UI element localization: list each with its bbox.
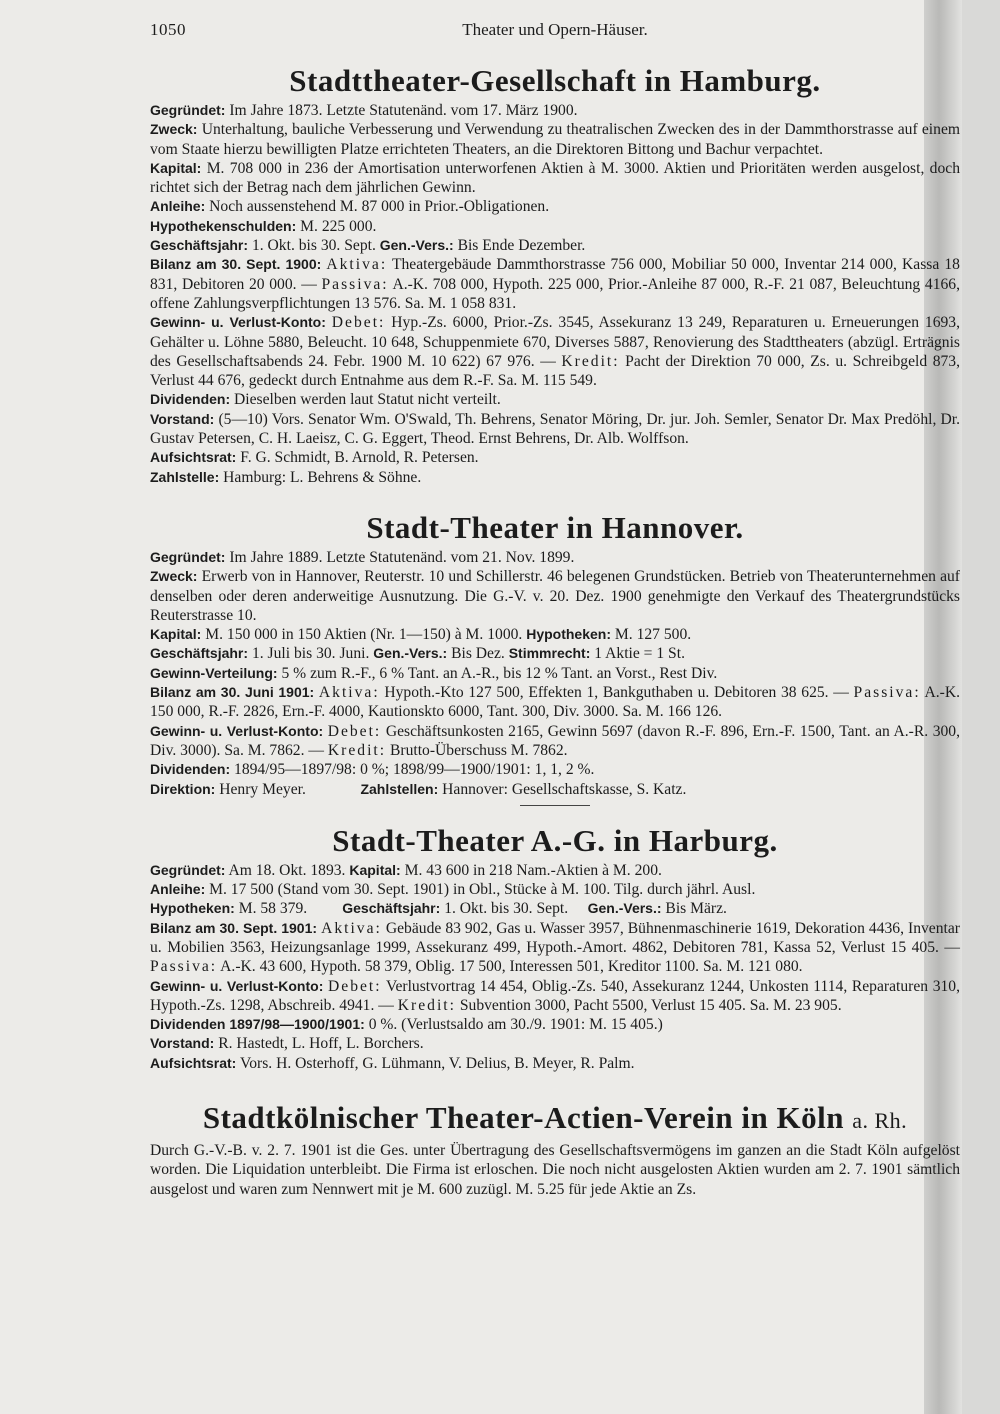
debet-label: Debet: <box>331 314 386 332</box>
entry-text: R. Hastedt, L. Hoff, L. Borchers. <box>218 1035 424 1053</box>
entry-label-secondary: Gen.-Vers.: <box>379 237 454 254</box>
entry-hypotheken <box>150 899 960 918</box>
entry-kapital <box>150 625 960 644</box>
entry-zahlstelle <box>150 468 960 487</box>
entry-text: 0 %. (Verlustsaldo am 30./9. 1901: M. 15 405.) <box>368 1016 663 1034</box>
entry-label: Bilanz am 30. Juni 1901: <box>150 684 315 701</box>
entry-text: Im Jahre 1873. Letzte Statutenänd. vom 17. März 1900. <box>229 102 578 119</box>
kredit-label: Kredit: <box>561 352 620 370</box>
entry-text: Theatergebäude Dammthorstrasse 756 000, Mobiliar 50 000, Inventar 214 000, Kassa 18 831, Debitoren 20 000. — <box>150 256 960 293</box>
entry-text-secondary: M. 43 600 in 218 Nam.-Aktien à M. 200. <box>404 861 662 879</box>
entry-zweck <box>150 567 960 625</box>
entry-anleihe <box>150 880 960 899</box>
entry-text: F. G. Schmidt, B. Arnold, R. Petersen. <box>240 449 479 467</box>
entry-label: Kapital: <box>150 626 202 643</box>
entry-label-secondary: Gen.-Vers.: <box>373 645 448 662</box>
entry-gewinn-verteilung <box>150 664 960 683</box>
entry-text-secondary: Pacht der Direktion 70 000, Zs. u. Schreibgeld 873, Verlust 44 676, gedeckt durch Entnahme aus dem R.-F. Sa. M. 115 549. <box>150 352 960 390</box>
entry-label: Aufsichtsrat: <box>150 449 237 466</box>
entry-label: Bilanz am 30. Sept. 1901: <box>150 919 318 936</box>
entry-text: Hypoth.-Kto 127 500, Effekten 1, Bankguthaben u. Debitoren 38 625. — <box>384 684 849 702</box>
entry-label: Anleihe: <box>150 881 206 898</box>
debet-label: Debet: <box>328 977 382 995</box>
kredit-label: Kredit: <box>327 741 387 759</box>
entry-label: Dividenden 1897/98—1900/1901: <box>150 1016 365 1033</box>
entry-text: Hyp.-Zs. 6000, Prior.-Zs. 3545, Assekuranz 13 249, Reparaturen u. Erneuerungen 1693, Gehälter u. Löhne 5880, Beleucht. 10 648, Schuppenmiete 670, Diverses 5887, Renovierung des Stadttheaters (abzügl. Erträgnis des Gesellschaftsabends 24. Febr. 1900 M. 10 622) 67 976. — <box>150 314 960 370</box>
entry-label-tertiary: Gen.-Vers.: <box>587 900 662 917</box>
entry-aufsichtsrat <box>150 1054 960 1073</box>
entry-label: Vorstand: <box>150 1035 215 1052</box>
entry-text: Hamburg: L. Behrens & Söhne. <box>223 468 422 486</box>
entry-label: Gegründet: <box>150 861 226 878</box>
entry-dividenden <box>150 1015 960 1034</box>
entry-text: M. 58 379. <box>238 900 308 918</box>
entry-text: Erwerb von in Hannover, Reuterstr. 10 und Schillerstr. 46 belegenen Grundstücken. Betrieb von Theaterunternehmen auf denselben oder deren anderweitige Ausnutzung. Die G.-V. v. 20. Dez. 1900 genehmigte den Verkauf des Theatergrundstücks Reuterstrasse 10. <box>150 568 961 624</box>
section-title-hannover: Stadt-Theater in Hannover. <box>366 509 744 545</box>
entry-label: Gewinn- u. Verlust-Konto: <box>150 722 324 739</box>
entry-gewinn-verlust <box>150 977 960 1016</box>
entry-text: Dieselben werden laut Statut nicht verteilt. <box>234 391 501 409</box>
entry-text: Vors. H. Osterhoff, G. Lühmann, V. Delius, B. Meyer, R. Palm. <box>239 1054 635 1072</box>
entry-aufsichtsrat <box>150 448 960 467</box>
entry-text: Gebäude 83 902, Gas u. Wasser 3957, Bühnenmaschinerie 1619, Dekoration 4436, Inventar u. Mobilien 3563, Heizungsanlage 1999, Assekuranz 499, Hypoth.-Amort. 4862, Debitoren 781, Kassa 52, Verlust 15 405. — <box>150 919 960 956</box>
entry-zweck <box>150 120 960 159</box>
passiva-label: Passiva: <box>150 958 218 976</box>
entry-label: Gegründet: <box>150 102 226 118</box>
entry-label: Direktion: <box>150 780 216 797</box>
entry-label: Vorstand: <box>150 410 215 427</box>
entry-bilanz <box>150 919 960 977</box>
entry-label-tertiary: Stimmrecht: <box>508 645 591 662</box>
page-number: 1050 <box>150 20 186 39</box>
aktiva-label: Aktiva: <box>321 919 382 937</box>
entry-vorstand <box>150 1034 960 1053</box>
entry-text: 5 % zum R.-F., 6 % Tant. an A.-R., bis 12 % Tant. an Vorst., Rest Div. <box>281 664 718 682</box>
entry-text: M. 225 000. <box>300 217 377 235</box>
entry-label: Hypothekenschulden: <box>150 217 297 234</box>
entry-text-secondary: Brutto-Überschuss M. 7862. <box>389 741 568 759</box>
entry-kapital <box>150 159 960 198</box>
entry-label-secondary: Hypotheken: <box>526 626 612 643</box>
entry-text-secondary: Bis Dez. <box>451 645 505 663</box>
entry-text-tertiary: Bis März. <box>665 900 727 918</box>
page-header <box>150 20 960 44</box>
aktiva-label: Aktiva: <box>326 256 388 274</box>
entry-gewinn-verlust <box>150 722 960 761</box>
entry-text-secondary: A.-K. 708 000, Hypoth. 225 000, Prior.-Anleihe 87 000, R.-F. 21 087, Beleuchtung 4166, offene Zahlungsverpflichtungen 13 576. Sa. M. 1 058 831. <box>150 275 960 312</box>
entry-text: Henry Meyer. <box>219 780 306 798</box>
entry-vorstand <box>150 410 960 449</box>
entry-label: Kapital: <box>150 159 202 176</box>
entry-text: Verlustvortrag 14 454, Oblig.-Zs. 540, Assekuranz 1244, Unkosten 1114, Reparaturen 310, Hypoth.-Zs. 1298, Abschreib. 4941. — <box>150 977 960 1014</box>
section-title-suffix: a. Rh. <box>852 1108 908 1134</box>
entry-label: Gewinn- u. Verlust-Konto: <box>150 977 324 994</box>
entry-label-secondary: Geschäftsjahr: <box>342 900 441 917</box>
entry-text-secondary: Bis Ende Dezember. <box>457 237 586 255</box>
entry-label: Zweck: <box>150 121 198 138</box>
entry-gegruendet <box>150 861 960 880</box>
entry-label: Bilanz am 30. Sept. 1900: <box>150 256 322 273</box>
entry-label: Zweck: <box>150 568 198 585</box>
entry-label-secondary: Zahlstellen: <box>360 780 439 797</box>
entry-gewinn-verlust <box>150 313 960 390</box>
entry-label: Geschäftsjahr: <box>150 237 249 254</box>
entry-label: Gewinn- u. Verlust-Konto: <box>150 314 326 331</box>
entry-label: Hypotheken: <box>150 900 235 917</box>
entry-label: Dividenden: <box>150 761 231 778</box>
passiva-label: Passiva: <box>321 275 389 293</box>
entry-label: Gewinn-Verteilung: <box>150 664 278 681</box>
entry-gegruendet <box>150 101 960 120</box>
kredit-label: Kredit: <box>397 996 456 1014</box>
entry-direktion <box>150 780 960 799</box>
entry-text: M. 150 000 in 150 Aktien (Nr. 1—150) à M. 1000. <box>205 626 523 644</box>
entry-label: Aufsichtsrat: <box>150 1054 237 1071</box>
entry-text: Im Jahre 1889. Letzte Statutenänd. vom 21. Nov. 1899. <box>229 548 575 566</box>
entry-dividenden <box>150 760 960 779</box>
entry-text: M. 708 000 in 236 der Amortisation unterworfenen Aktien à M. 3000. Aktien und Prioritäten werden ausgelost, doch richtet sich der Betrag nach dem jährlichen Gewinn. <box>150 159 960 197</box>
page-content <box>150 62 960 1199</box>
section-title-koeln <box>150 1099 960 1140</box>
entry-hypothekenschulden <box>150 217 960 236</box>
entry-geschaeftsjahr <box>150 236 960 255</box>
entry-bilanz <box>150 683 960 722</box>
entry-text: (5—10) Vors. Senator Wm. O'Swald, Th. Behrens, Senator Möring, Dr. jur. Joh. Semler, Senator Dr. Max Predöhl, Dr. Gustav Petersen, C. H. Laeisz, C. G. Eggert, Theod. Ernst Behrens, Dr. Alb. Wolffson. <box>150 410 960 448</box>
entry-dividenden <box>150 390 960 409</box>
entry-anleihe <box>150 197 960 216</box>
entry-text: Noch aussenstehend M. 87 000 in Prior.-Obligationen. <box>209 198 550 216</box>
entry-text-secondary: Hannover: Gesellschaftskasse, S. Katz. <box>442 780 687 798</box>
entry-text: 1894/95—1897/98: 0 %; 1898/99—1900/1901: 1, 1, 2 %. <box>234 761 595 779</box>
entry-label: Zahlstelle: <box>150 468 220 485</box>
entry-text: 1. Juli bis 30. Juni. <box>251 645 370 663</box>
entry-text-tertiary: 1 Aktie = 1 St. <box>594 645 685 663</box>
entry-text: M. 17 500 (Stand vom 30. Sept. 1901) in Obl., Stücke à M. 100. Tilg. durch jährl. Ausl. <box>209 881 756 899</box>
entry-text: Am 18. Okt. 1893. <box>228 861 346 879</box>
passiva-label: Passiva: <box>853 684 921 702</box>
section-title-text: Stadtkölnischer Theater-Actien-Verein in Köln <box>202 1100 844 1136</box>
entry-text: Geschäftsunkosten 2165, Gewinn 5697 (davon R.-F. 896, Ern.-F. 1500, Tant. an A.-R. 300, Div. 3000). Sa. M. 7862. — <box>150 722 960 759</box>
debet-label: Debet: <box>327 722 382 740</box>
entry-text-secondary: 1. Okt. bis 30. Sept. <box>444 900 569 918</box>
entry-gegruendet <box>150 548 960 567</box>
entry-label-secondary: Kapital: <box>349 861 401 878</box>
entry-text-secondary: A.-K. 43 600, Hypoth. 58 379, Oblig. 17 500, Interessen 501, Kreditor 1100. Sa. M. 121 080. <box>220 958 803 976</box>
entry-text: Unterhaltung, bauliche Verbesserung und Verwendung zu theatralischen Zwecken des in der Dammthorstrasse auf einem vom Staate hierzu bewilligten Platze errichteten Theaters, an die Direktoren Bittong und Bachur verpachtet. <box>150 121 960 158</box>
entry-bilanz <box>150 255 960 313</box>
entry-label: Gegründet: <box>150 548 226 565</box>
aktiva-label: Aktiva: <box>318 684 380 702</box>
section-title-harburg: Stadt-Theater A.-G. in Harburg. <box>332 822 778 858</box>
entry-text-secondary: M. 127 500. <box>614 626 692 644</box>
entry-geschaeftsjahr <box>150 644 960 663</box>
entry-text-secondary: A.-K. 150 000, R.-F. 2826, Ern.-F. 4000, Kautionskto 6000, Tant. 300, Div. 3000. Sa. M. 166 126. <box>150 684 960 721</box>
entry-label: Geschäftsjahr: <box>150 645 249 662</box>
entry-label: Anleihe: <box>150 198 206 215</box>
section-body-text: Durch G.-V.-B. v. 2. 7. 1901 ist die Ges. unter Übertragung des Gesellschaftsvermögens im ganzen an die Stadt Köln aufgelöst worden. Die Liquidation unterbleibt. Die Firma ist erloschen. Die noch nicht ausgelosten Aktien wurden am 2. 7. 1901 sämtlich ausgelost und waren zum Nennwert mit je M. 600 zuzügl. M. 5.25 für jede Aktie an Zs. <box>150 1142 960 1198</box>
running-title: Theater und Opern-Häuser. <box>462 20 648 39</box>
section-title-hamburg: Stadttheater-Gesellschaft in Hamburg. <box>289 63 821 98</box>
entry-text: 1. Okt. bis 30. Sept. <box>251 237 376 255</box>
entry-text-secondary: Subvention 3000, Pacht 5500, Verlust 15 405. Sa. M. 23 905. <box>459 996 842 1014</box>
entry-label: Dividenden: <box>150 391 231 408</box>
